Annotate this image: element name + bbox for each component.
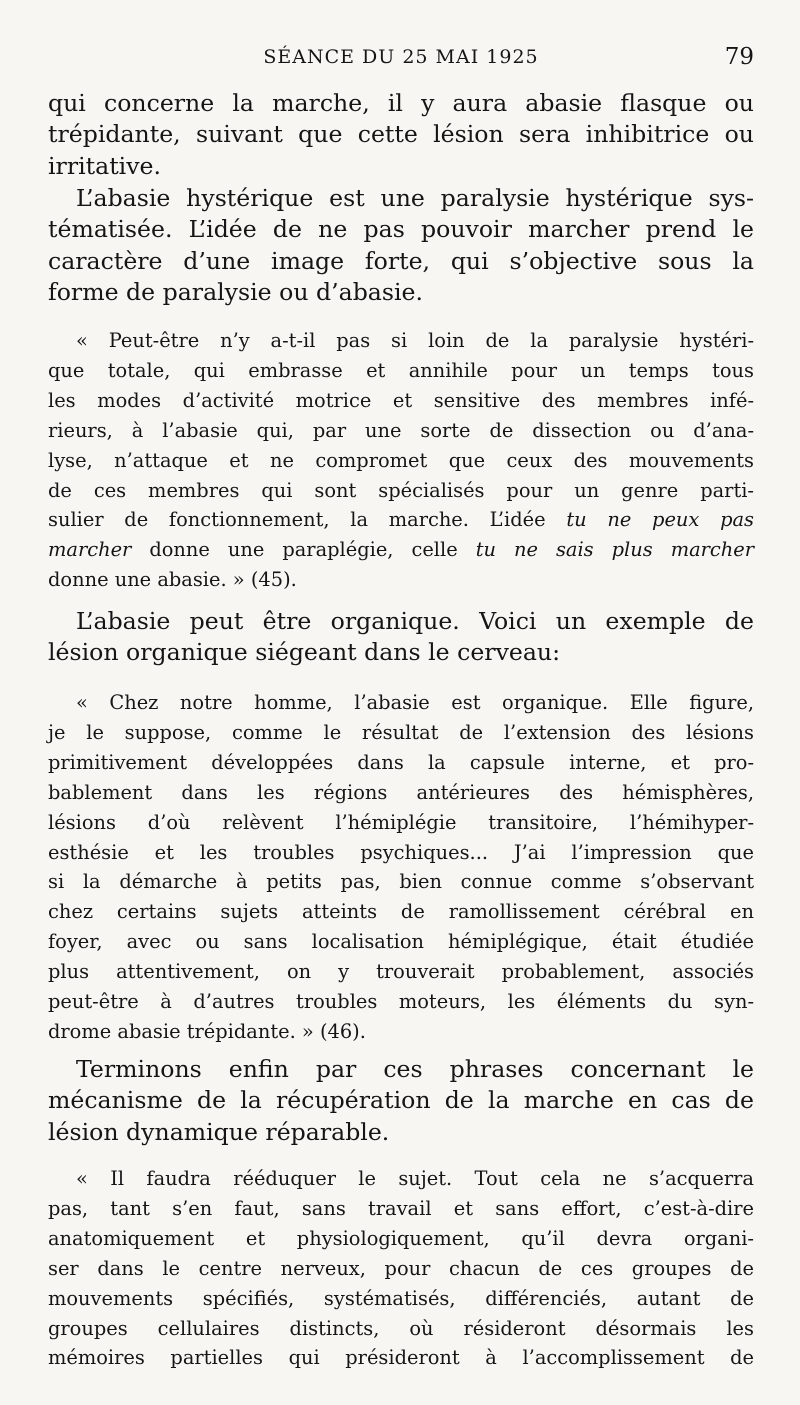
text-line: L’abasie hystérique est une paralysie hystérique sys-	[76, 184, 754, 212]
quotation-3	[48, 1164, 754, 1373]
quotation-1	[48, 326, 754, 595]
quote-line: plus attentivement, on y trouverait probablement, associés	[48, 960, 754, 984]
text-line: mécanisme de la récupération de la marche en cas de	[48, 1086, 754, 1115]
text-line: trépidante, suivant que cette lésion sera inhibitrice ou	[48, 120, 754, 149]
paragraph-1	[48, 88, 754, 182]
quote-line: que totale, qui embrasse et annihile pour un temps tous	[48, 358, 754, 382]
text-line: irritative.	[48, 151, 162, 180]
quote-line: anatomiquement et physiologiquement, qu’il devra organi-	[48, 1226, 754, 1250]
paragraph-2	[48, 183, 754, 308]
page-number: 79	[724, 44, 754, 70]
text-line: tématisée. L’idée de ne pas pouvoir marcher prend le	[48, 215, 754, 244]
quote-line: mouvements spécifiés, systématisés, différenciés, autant de	[48, 1286, 754, 1310]
italic-phrase: marcher	[48, 538, 132, 562]
running-header	[48, 40, 754, 74]
quote-line: lésions d’où relèvent l’hémiplégie transitoire, l’hémihyper-	[48, 810, 754, 834]
paragraph-4	[48, 1054, 754, 1148]
quote-line: « Il faudra rééduquer le sujet. Tout cela ne s’acquerra	[76, 1167, 754, 1190]
quotation-2	[48, 688, 754, 1047]
quote-line: de ces membres qui sont spécialisés pour un genre parti-	[48, 478, 754, 502]
quote-line: foyer, avec ou sans localisation hémiplégique, était étudiée	[48, 930, 754, 954]
quote-line: donne une abasie. » (45).	[48, 568, 297, 592]
quote-line	[48, 535, 754, 565]
quote-line: pas, tant s’en faut, sans travail et sans effort, c’est-à-dire	[48, 1196, 754, 1220]
quote-line: primitivement développées dans la capsule interne, et pro-	[48, 750, 754, 774]
quote-line: les modes d’activité motrice et sensitive des membres infé-	[48, 388, 754, 412]
running-title: SÉANCE DU 25 MAI 1925	[263, 46, 539, 68]
quote-line: groupes cellulaires distincts, où résideront désormais les	[48, 1316, 754, 1340]
quote-text: donne une paraplégie, celle	[131, 538, 476, 562]
quote-line: peut-être à d’autres troubles moteurs, les éléments du syn-	[48, 990, 754, 1014]
quote-line: je le suppose, comme le résultat de l’extension des lésions	[48, 720, 754, 744]
quote-line: si la démarche à petits pas, bien connue comme s’observant	[48, 870, 754, 894]
italic-phrase: tu ne peux pas	[566, 508, 754, 532]
quote-text: sulier de fonctionnement, la marche. L’idée	[48, 508, 546, 532]
text-line: caractère d’une image forte, qui s’objective sous la	[48, 246, 754, 275]
quote-line: « Chez notre homme, l’abasie est organique. Elle figure,	[76, 691, 754, 714]
quote-line: ser dans le centre nerveux, pour chacun de ces groupes de	[48, 1256, 754, 1280]
quote-line: lyse, n’attaque et ne compromet que ceux des mouvements	[48, 448, 754, 472]
text-line: Terminons enfin par ces phrases concernant le	[76, 1055, 754, 1083]
quote-line: esthésie et les troubles psychiques... J’ai l’impression que	[48, 840, 754, 864]
quote-line	[48, 505, 754, 535]
text-line: lésion organique siégeant dans le cerveau:	[48, 638, 561, 667]
text-line: lésion dynamique réparable.	[48, 1117, 390, 1146]
italic-phrase: tu ne sais plus marcher	[475, 538, 754, 562]
quote-line: chez certains sujets atteints de ramollissement cérébral en	[48, 900, 754, 924]
quote-line: « Peut-être n’y a-t-il pas si loin de la paralysie hystéri-	[76, 329, 754, 352]
quote-line: mémoires partielles qui présideront à l’accomplissement de	[48, 1346, 754, 1370]
quote-line: drome abasie trépidante. » (46).	[48, 1019, 366, 1043]
text-line: L’abasie peut être organique. Voici un exemple de	[76, 607, 754, 635]
quote-line: rieurs, à l’abasie qui, par une sorte de dissection ou d’ana-	[48, 418, 754, 442]
text-line: qui concerne la marche, il y aura abasie flasque ou	[48, 89, 754, 117]
quote-line: bablement dans les régions antérieures des hémisphères,	[48, 780, 754, 804]
paragraph-3	[48, 606, 754, 669]
text-line: forme de paralysie ou d’abasie.	[48, 277, 423, 306]
